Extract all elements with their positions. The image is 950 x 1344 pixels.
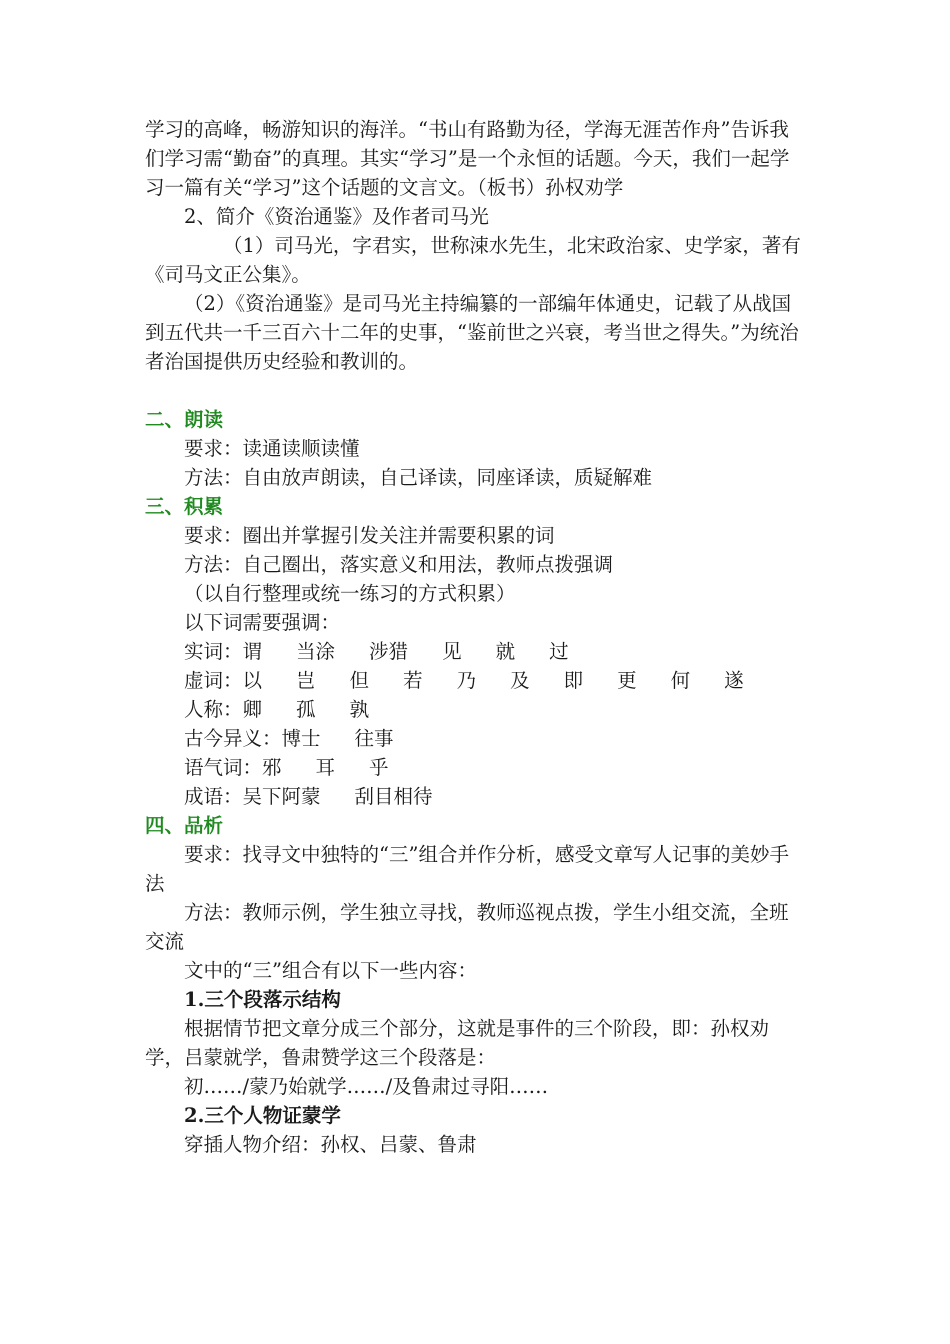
analysis-method: 方法：教师示例，学生独立寻找，教师巡视点拨，学生小组交流，全班交流 (145, 901, 789, 953)
word: 刮目相待 (354, 785, 433, 808)
reading-method: 方法：自由放声朗读，自己译读，同座译读，质疑解难 (184, 466, 653, 489)
word-row-meaning-shift (145, 724, 805, 753)
word: 就 (495, 640, 516, 663)
accumulate-emphasis: 以下词需要强调： (184, 611, 341, 634)
word: 以 (242, 669, 263, 692)
structure-paragraph: 根据情节把文章分成三个部分，这就是事件的三个阶段，即：孙权劝学，吕蒙就学，鲁肃赞学这三个段落是： (145, 1017, 770, 1069)
section-heading-accumulate: 三、积累 (145, 495, 224, 518)
word-row-label: 语气词： (184, 756, 263, 779)
item2-paragraph-1: （1）司马光，字君实，世称涑水先生，北宋政治家、史学家，著有《司马文正公集》。 (145, 234, 801, 286)
word: 过 (549, 640, 569, 663)
section-heading-reading: 二、朗读 (145, 408, 224, 431)
word: 吴下阿蒙 (242, 785, 321, 808)
word-row-idioms (145, 782, 805, 811)
word: 博士 (281, 727, 321, 750)
accumulate-note: （以自行整理或统一练习的方式积累） (184, 582, 516, 605)
word: 何 (670, 669, 691, 692)
word: 见 (442, 640, 462, 663)
item2-title: 2、简介《资治通鉴》及作者司马光 (184, 205, 489, 228)
word-row-label: 实词： (184, 640, 243, 663)
intro-paragraph: 学习的高峰，畅游知识的海洋。“书山有路勤为径，学海无涯苦作舟”告诉我们学习需“勤奋”的真理。其实“学习”是一个永恒的话题。今天，我们一起学习一篇有关“学习”这个话题的文言文。（板书）孙权劝学 (145, 118, 790, 199)
word-row-pronouns (145, 695, 805, 724)
word: 当涂 (296, 640, 336, 663)
word: 若 (403, 669, 423, 692)
word: 邪 (262, 756, 282, 779)
subheading-characters: 2.三个人物证蒙学 (184, 1104, 341, 1127)
word-row-label: 成语： (184, 785, 243, 808)
characters-paragraph: 穿插人物介绍：孙权、吕蒙、鲁肃 (184, 1133, 477, 1156)
word: 但 (349, 669, 370, 692)
word: 耳 (315, 756, 336, 779)
structure-segments: 初……/蒙乃始就学……/及鲁肃过寻阳…… (184, 1075, 549, 1098)
document-page (145, 115, 805, 1159)
word: 孰 (349, 698, 370, 721)
item2-paragraph-2: （2）《资治通鉴》是司马光主持编纂的一部编年体通史，记载了从战国到五代共一千三百六十二年的史事，“鉴前世之兴衰，考当世之得失。”为统治者治国提供历史经验和教训的。 (145, 292, 799, 373)
spacer (145, 376, 805, 405)
accumulate-method: 方法：自己圈出，落实意义和用法，教师点拨强调 (184, 553, 614, 576)
word: 遂 (724, 669, 744, 692)
word: 即 (563, 669, 584, 692)
word-row-function-words (145, 666, 805, 695)
analysis-requirement: 要求：找寻文中独特的“三”组合并作分析，感受文章写人记事的美妙手法 (145, 843, 789, 895)
word: 乎 (369, 756, 389, 779)
word: 涉猎 (369, 640, 409, 663)
analysis-content-intro: 文中的“三”组合有以下一些内容： (184, 959, 477, 982)
word: 及 (510, 669, 530, 692)
word: 往事 (354, 727, 394, 750)
word: 乃 (456, 669, 477, 692)
word-row-modal-particles (145, 753, 805, 782)
word: 谓 (242, 640, 263, 663)
section-heading-analysis: 四、品析 (145, 814, 224, 837)
word-row-label: 古今异义： (184, 727, 282, 750)
subheading-structure: 1.三个段落示结构 (184, 988, 341, 1011)
word-row-label: 人称： (184, 698, 243, 721)
word: 岂 (296, 669, 316, 692)
word: 孤 (296, 698, 316, 721)
reading-requirement: 要求：读通读顺读懂 (184, 437, 360, 460)
word-row-content-words (145, 637, 805, 666)
word-row-label: 虚词： (184, 669, 243, 692)
word: 卿 (242, 698, 263, 721)
accumulate-requirement: 要求：圈出并掌握引发关注并需要积累的词 (184, 524, 555, 547)
word: 更 (617, 669, 637, 692)
